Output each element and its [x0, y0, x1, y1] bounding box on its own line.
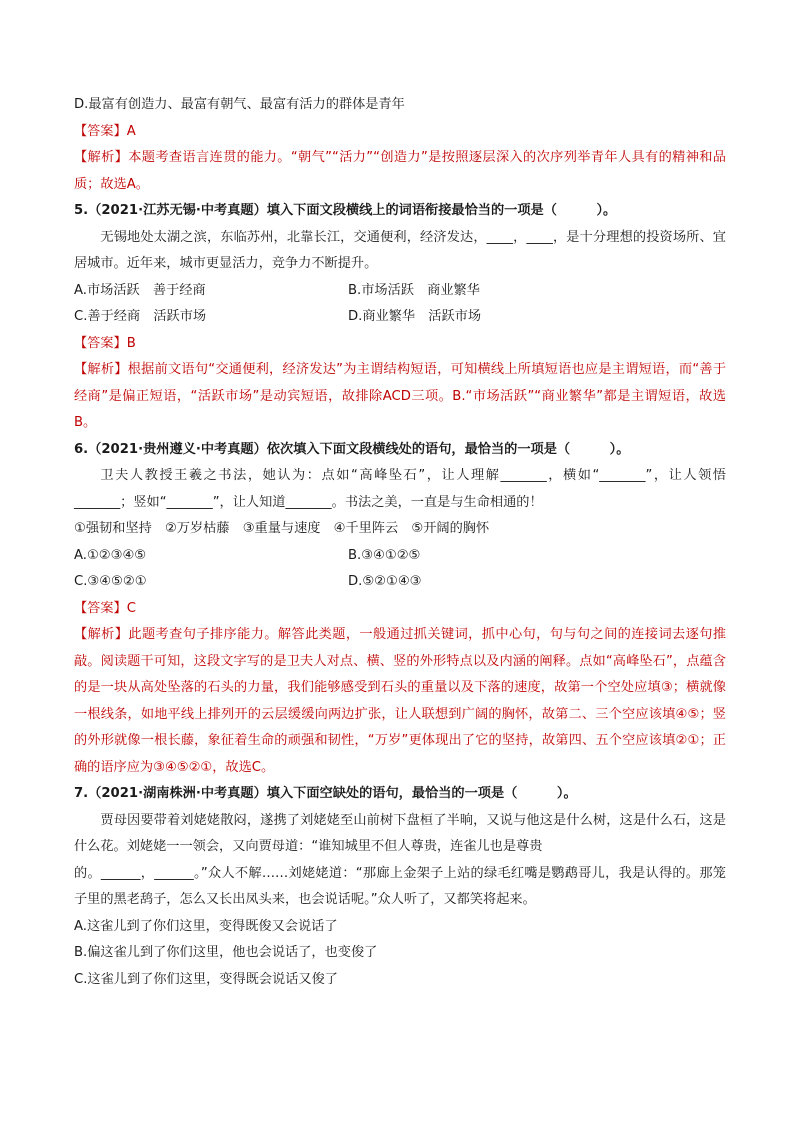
q5-explanation [74, 357, 726, 437]
q5-option-d: D.商业繁华 活跃市场 [348, 309, 482, 324]
q6-options-row-2 [74, 569, 726, 596]
q6-choices: ①强韧和坚持 ②万岁枯藤 ③重量与速度 ④千里阵云 ⑤开阔的胸怀 [74, 521, 490, 536]
q6-answer [74, 596, 726, 623]
explain-tag: 【解析】 [74, 362, 128, 377]
q6-passage: 卫夫人教授王羲之书法，她认为：点如“高峰坠石”，让人理解_______，横如“_______”，让人领悟_______；竖如“_______”，让人知道_______。书法之美，一直是与生命相通的！ [74, 468, 726, 510]
q7-passage-2: 的。______，______。”众人不解……刘姥姥道：“那廊上金架子上站的绿毛红嘴是鹦鹉哥儿，我是认得的。那笼子里的黑老鸹子，怎么又长出凤头来，也会说话呢。”众人听了，又都笑将起来。 [74, 865, 726, 907]
answer-value: A [126, 123, 136, 139]
q7-heading: 7.（2021·湖南株洲·中考真题）填入下面空缺处的语句，最恰当的一项是（ ）。 [74, 786, 577, 801]
q5-passage: 无锡地处太湖之滨，东临苏州，北靠长江，交通便利，经济发达，____，____，是十分理想的投资场所、宜居城市。近年来，城市更显活力，竞争力不断提升。 [74, 229, 726, 271]
q5-answer [74, 331, 726, 358]
q7-passage-1: 贾母因要带着刘姥姥散闷，遂携了刘姥姥至山前树下盘桓了半晌，又说与他这是什么树，这是什么石，这是什么花。刘姥姥一一领会，又向贾母道：“谁知城里不但人尊贵，连雀儿也是尊贵 [74, 812, 726, 854]
explain-tag: 【解析】 [74, 627, 129, 642]
explain-text: 根据前文语句“交通便利，经济发达”为主谓结构短语，可知横线上所填短语也应是主谓短语，而“善于经商”是偏正短语，“活跃市场”是动宾短语，故排除ACD三项。B.“市场活跃”“商业繁华”都是主谓短语，故选B。 [74, 362, 727, 430]
q5-options-row-1 [74, 278, 726, 305]
q4-explanation [74, 145, 726, 198]
q7-option-c: C.这雀儿到了你们这里，变得既会说话又俊了 [74, 971, 338, 987]
explain-tag: 【解析】 [74, 150, 129, 165]
q5-option-c: C.善于经商 活跃市场 [74, 309, 207, 324]
q7-option-a: A.这雀儿到了你们这里，变得既俊又会说话了 [74, 918, 338, 934]
q7-option-b: B.偏这雀儿到了你们这里，他也会说话了，也变俊了 [74, 945, 378, 960]
answer-value: C [126, 600, 136, 616]
q4-answer [74, 119, 726, 146]
q6-explanation [74, 622, 726, 781]
answer-tag: 【答案】 [74, 123, 127, 139]
explain-text: 本题考查语言连贯的能力。“朝气”“活力”“创造力”是按照逐层深入的次序列举青年人具有的精神和品质；故选A。 [74, 150, 726, 192]
q5-heading: 5.（2021·江苏无锡·中考真题）填入下面文段横线上的词语衔接最恰当的一项是（ ）。 [74, 203, 617, 218]
answer-value: B [126, 335, 136, 351]
q6-options-row-1 [74, 543, 726, 570]
q5-option-a: A.市场活跃 善于经商 [74, 282, 206, 298]
q5-options-row-2 [74, 304, 726, 331]
q5-option-b: B.市场活跃 商业繁华 [348, 282, 480, 298]
answer-tag: 【答案】 [74, 335, 127, 351]
q4-option-d: D.最富有创造力、最富有朝气、最富有活力的群体是青年 [74, 97, 405, 112]
explain-text: 此题考查句子排序能力。解答此类题，一般通过抓关键词，抓中心句，句与句之间的连接词去逐句推敲。阅读题干可知，这段文字写的是卫夫人对点、横、竖的外形特点以及内涵的阐释。点如“高峰坠石”，点蕴含的是一块从高处坠落的石头的力量，我们能够感受到石头的重量以及下落的速度，故第一个空处应填③；横就像一根线条，如地平线上排列开的云层缓缓向两边扩张，让人联想到广阔的胸怀，故第二、三个空应该填④⑤；竖的外形就像一根长藤，象征着生命的顽强和韧性，“万岁”更体现出了它的坚持，故第四、五个空应该填②①；正确的语序应为③④⑤②①，故选C。 [74, 627, 727, 775]
q6-heading: 6.（2021·贵州遵义·中考真题）依次填入下面文段横线处的语句，最恰当的一项是（ ）。 [74, 441, 630, 457]
q6-option-c: C.③④⑤②① [74, 574, 147, 589]
q6-option-d: D.⑤②①④③ [348, 574, 422, 589]
answer-tag: 【答案】 [74, 600, 127, 616]
document-content [74, 92, 726, 993]
q6-option-a: A.①②③④⑤ [74, 547, 147, 563]
q6-option-b: B.③④①②⑤ [348, 547, 421, 563]
